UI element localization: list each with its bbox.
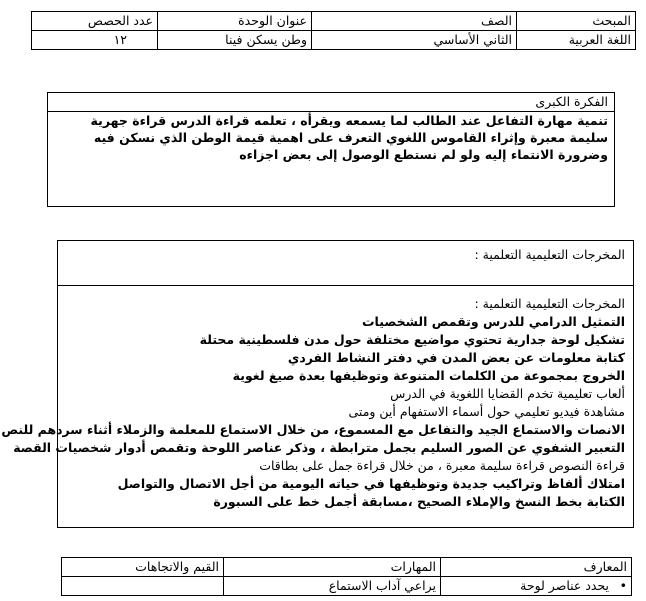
footer-knowledge-text: يحدد عناصر لوحة [520, 578, 610, 593]
footer-header-knowledge: المعارف [441, 558, 632, 577]
header-grade: الصف [312, 12, 517, 31]
outcomes-subtitle: المخرجات التعليمية التعلمية : [474, 296, 625, 311]
footer-skills-cell: يراعي آداب الاستماع [224, 577, 441, 596]
header-table [31, 11, 636, 50]
header-unit-title: عنوان الوحدة [158, 12, 312, 31]
outcome-item: امتلاك ألفاظ وتراكيب جديدة وتوظيفها في حياته اليومية من أجل الاتصال والتواصل [117, 476, 625, 491]
outcome-item: كتابة معلومات عن بعض المدن في دفتر النشاط الفردي [287, 350, 625, 365]
big-idea-box [47, 92, 615, 207]
footer-header-skills: المهارات [224, 558, 441, 577]
value-subject: اللغة العربية [517, 31, 636, 50]
outcomes-title: المخرجات التعليمية التعلمية : [58, 241, 633, 286]
values-row [32, 31, 636, 50]
header-row [32, 12, 636, 31]
outcomes-list [1, 313, 625, 511]
footer-header-values: القيم والاتجاهات [62, 558, 224, 577]
outcome-item: قراءة النصوص قراءة سليمة معبرة ، من خلال قراءة جمل على بطاقات [259, 458, 625, 473]
outcome-item: تشكيل لوحة جدارية تحتوي مواضيع مختلفة حول مدن فلسطينية محتلة [199, 332, 625, 347]
outcome-item: الانصات والاستماع الجيد والتفاعل مع المسموع، من خلال الاستماع للمعلمة والزملاء أثناء سردهم للنص [1, 422, 625, 437]
bullet-icon: • [619, 578, 627, 593]
header-subject: المبحث [517, 12, 636, 31]
outcome-item: التعبير الشفوي عن الصور السليم بجمل مترابطة ، وذكر عناصر اللوحة وتقمص أدوار شخصيات القصة [13, 440, 625, 455]
value-grade: الثاني الأساسي [312, 31, 517, 50]
value-unit-title: وطن يسكن فينا [158, 31, 312, 50]
footer-knowledge-cell [441, 577, 632, 596]
header-lesson-count: عدد الحصص [32, 12, 158, 31]
footer-values-cell [62, 577, 224, 596]
outcome-item: الكتابة بخط النسخ والإملاء الصحيح ،مسابقة أجمل خط على السبورة [213, 494, 625, 509]
outcome-item: التمثيل الدرامي للدرس وتقمص الشخصيات [361, 314, 625, 329]
value-lesson-count: ١٢ [32, 31, 158, 50]
footer-table [61, 557, 632, 596]
footer-row [62, 577, 632, 596]
big-idea-text: تنمية مهارة التفاعل عند الطالب لما يسمعه ويقرأه ، تعلمه قراءة الدرس قراءة جهرية سليمة معبرة وإثراء القاموس اللغوي التعرف على اهمية قيمة الوطن الذي نسكن فيه وضرورة الانتماء إليه ولو لم نستطع الوصول إلى بعض اجزاءه [90, 113, 608, 162]
big-idea-title: الفكرة الكبرى [48, 93, 614, 112]
outcome-item: ألعاب تعليمية تخدم القضايا اللغوية في الدرس [390, 386, 625, 401]
outcomes-box [1, 240, 634, 528]
outcome-item: مشاهدة فيديو تعليمي حول أسماء الاستفهام أين ومتى [348, 404, 625, 419]
outcomes-body [1, 286, 633, 511]
outcome-item: الخروج بمجموعة من الكلمات المتنوعة وتوظيفها بعدة صيغ لغوية [232, 368, 625, 383]
footer-header-row [62, 558, 632, 577]
